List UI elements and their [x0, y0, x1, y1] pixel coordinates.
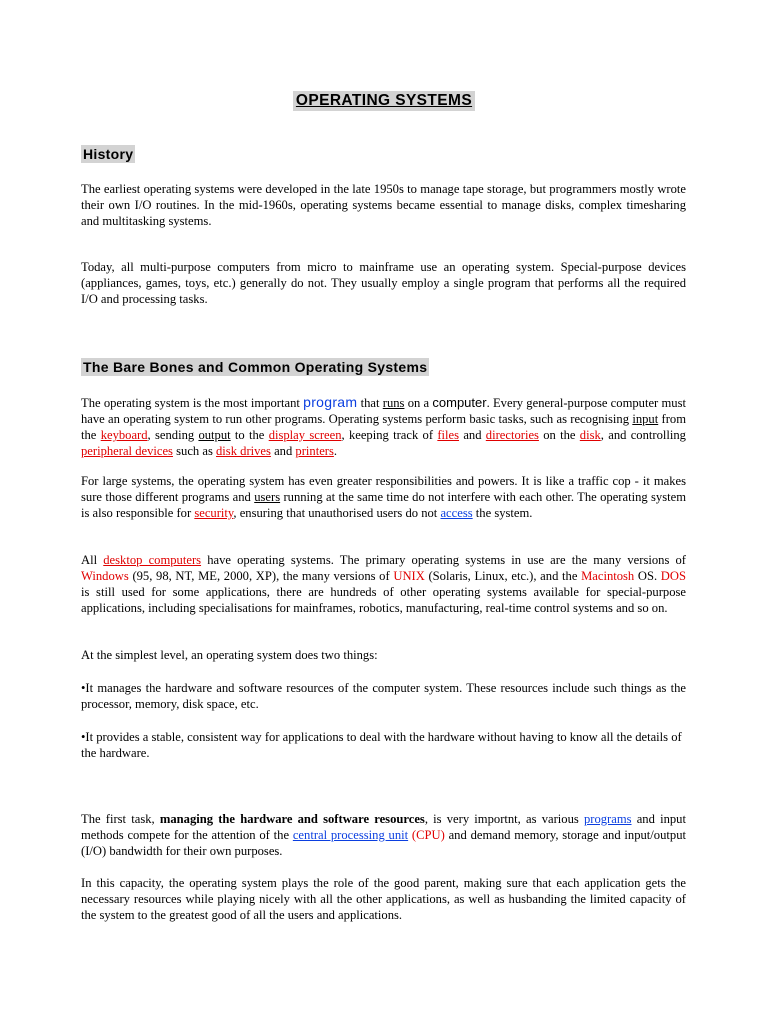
page-title: OPERATING SYSTEMS	[293, 91, 475, 111]
runs-link[interactable]: runs	[382, 396, 405, 410]
directories-link[interactable]: directories	[485, 428, 539, 442]
keyboard-link[interactable]: keyboard	[100, 428, 148, 442]
program-link[interactable]: program	[303, 394, 358, 410]
disk-drives-link[interactable]: disk drives	[216, 444, 271, 458]
history-paragraph-1: The earliest operating systems were developed in the late 1950s to manage tape storage, but programmers mostly wrote their own I/O routines. In the mid-1960s, operating systems became essential to manage disks, complex timesharing and multitasking systems.	[81, 182, 686, 228]
desktop-os-paragraph: All desktop computers have operating systems. The primary operating systems in use are the many versions of Windows (95, 98, NT, ME, 2000, XP), the many versions of UNIX (Solaris, Linux, etc.), and the Macintosh OS. DOS is still used for some applications, there are hundreds of other operating systems available for special-purpose applications, including specialisations for mainframes, robotics, manufacturing, real-time control systems and so on.	[81, 553, 686, 615]
access-link[interactable]: access	[440, 506, 473, 520]
unix-link[interactable]: UNIX	[393, 569, 425, 583]
disk-link[interactable]: disk	[579, 428, 601, 442]
security-link[interactable]: security	[194, 506, 234, 520]
programs-link[interactable]: programs	[583, 812, 632, 826]
bare-bones-heading: The Bare Bones and Common Operating Systems	[83, 359, 428, 375]
output-link[interactable]: output	[198, 428, 231, 442]
computer-link[interactable]: computer	[432, 395, 487, 410]
os-definition-paragraph: The operating system is the most important program that runs on a computer. Every general-purpose computer must have an operating system to run other programs. Operating systems perform basic tasks, such as recognising input from the keyboard, sending output to the display screen, keeping track of files and directories on the disk, and controlling peripheral devices such as disk drives and printers.	[81, 394, 686, 458]
good-parent-paragraph: In this capacity, the operating system plays the role of the good parent, making sure that each application gets the necessary resources while playing nicely with all the other applications, as well as husbanding the limited capacity of the system to the greatest good of all the users and applications.	[81, 876, 686, 922]
simplest-level-paragraph: At the simplest level, an operating system does two things:	[81, 648, 378, 662]
desktop-computers-link[interactable]: desktop computers	[103, 553, 202, 567]
bold-phrase: managing the hardware and software resources	[159, 812, 425, 826]
display-screen-link[interactable]: display screen	[268, 428, 342, 442]
cpu-link[interactable]: central processing unit	[292, 828, 409, 842]
macintosh-link[interactable]: Macintosh	[581, 569, 635, 583]
printers-link[interactable]: printers	[295, 444, 334, 458]
input-link[interactable]: input	[632, 412, 659, 426]
users-link[interactable]: users	[254, 490, 281, 504]
files-link[interactable]: files	[437, 428, 460, 442]
dos-link[interactable]: DOS	[660, 569, 686, 583]
windows-link[interactable]: Windows	[81, 569, 129, 583]
history-heading: History	[83, 146, 134, 162]
bullet-item-1: •It manages the hardware and software resources of the computer system. These resources include such things as the processor, memory, disk space, etc.	[81, 681, 686, 711]
title-wrap	[0, 91, 768, 111]
large-systems-paragraph: For large systems, the operating system has even greater responsibilities and powers. It is like a traffic cop - it makes sure those different programs and users running at the same time do not interfere with each other. The operating system is also responsible for security, ensuring that unauthorised users do not access the system.	[81, 474, 686, 520]
first-task-paragraph: The first task, managing the hardware and software resources, is very importnt, as various programs and input methods compete for the attention of the central processing unit (CPU) and demand memory, storage and input/output (I/O) bandwidth for their own purposes.	[81, 812, 686, 858]
peripheral-devices-link[interactable]: peripheral devices	[81, 444, 173, 458]
cpu-abbreviation: (CPU)	[411, 828, 445, 842]
bullet-item-2: •It provides a stable, consistent way for applications to deal with the hardware without having to know all the details of the hardware.	[81, 730, 682, 760]
history-paragraph-2: Today, all multi-purpose computers from micro to mainframe use an operating system. Special-purpose devices (appliances, games, toys, etc.) generally do not. They usually employ a single program that performs all the required I/O and processing tasks.	[81, 260, 686, 306]
